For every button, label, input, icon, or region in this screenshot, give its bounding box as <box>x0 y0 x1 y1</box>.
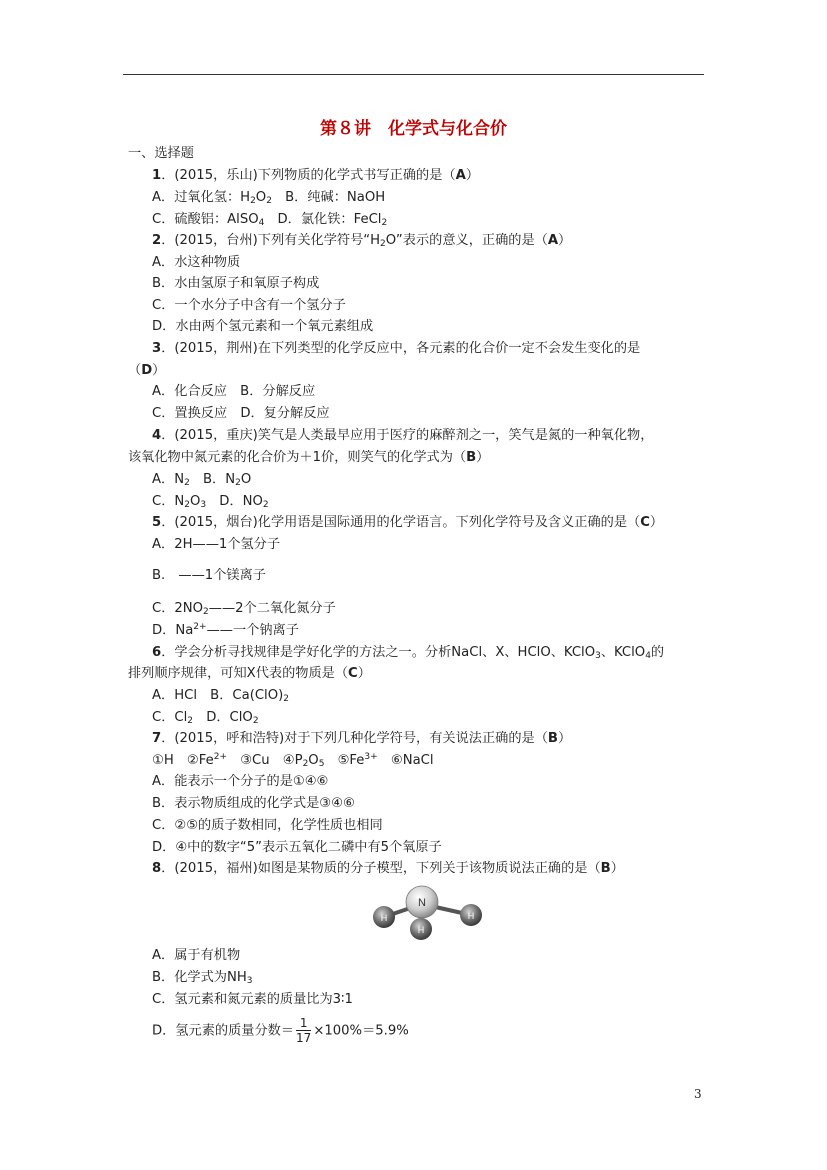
q1-options-cd: C．硫酸铝：AlSO$_4$ D．氯化铁：FeCl$_2$ <box>152 212 388 228</box>
header-rule <box>123 74 704 75</box>
answer-5: C <box>640 515 650 530</box>
q8-option-d: D．氢元素的质量分数＝ $\frac{1}{17}$ ×100%＝5.9% <box>152 1016 409 1045</box>
q5-option-d: D．$Na^{2+}——$一个钠离子 <box>152 622 299 638</box>
answer-8: B <box>600 861 611 876</box>
q2-option-b: B．水由氢原子和氧原子构成 <box>152 276 320 291</box>
answer-3: D <box>141 363 153 378</box>
q7-option-c: C．②⑤的质子数相同，化学性质也相同 <box>152 818 383 833</box>
section-heading: 一、选择题 <box>128 146 194 161</box>
question-4-cont: 该氧化物中氮元素的化合价为＋1价，则笑气的化学式为（B） <box>128 450 490 465</box>
q6-options-ab: A．HCl B．$Ca(ClO)_2$ <box>152 688 289 704</box>
question-6: 6．学会分析寻找规律是学好化学的方法之一。分析NaCl、X、HClO、KClO$_3$、KClO$_4$的 <box>152 645 665 661</box>
q5-option-c: C．$2NO_2——2$个二氧化氮分子 <box>152 601 336 617</box>
q2-option-a: A．水这种物质 <box>152 255 241 270</box>
q7-option-d: D．④中的数字“5”表示五氧化二磷中有5个氧原子 <box>152 840 442 855</box>
q2-option-c: C．一个水分子中含有一个氢分子 <box>152 298 346 313</box>
q5-option-a: A．2H——1个氢分子 <box>152 537 281 552</box>
q7-option-a: A．能表示一个分子的是①④⑥ <box>152 774 329 789</box>
q7-symbols: ①H $②Fe^{2+}$ ③Cu $④P_2O_5$ $⑤Fe^{3+}$ ⑥NaCl <box>152 752 434 769</box>
answer-4: B <box>466 450 477 465</box>
answer-7: B <box>547 731 558 746</box>
question-3: 3．(2015，荆州)在下列类型的化学反应中，各元素的化合价一定不会发生变化的是 <box>152 341 641 356</box>
q2-option-d: D．水由两个氢元素和一个氧元素组成 <box>152 319 374 334</box>
hydrogen-label: H <box>417 925 425 935</box>
hydrogen-label: H <box>467 911 475 921</box>
nitrogen-label: N <box>418 897 426 909</box>
q8-option-a: A．属于有机物 <box>152 948 241 963</box>
question-4: 4．(2015，重庆)笑气是人类最早应用于医疗的麻醉剂之一，笑气是氮的一种氧化物， <box>152 428 654 443</box>
q4-options-cd: C．$N_2O_3$ D．$NO_2$ <box>152 494 269 510</box>
question-1: 1．(2015，乐山)下列物质的化学式书写正确的是（A） <box>152 168 480 183</box>
hydrogen-label: H <box>380 913 388 923</box>
question-5: 5．(2015，烟台)化学用语是国际通用的化学语言。下列化学符号及含义正确的是（C） <box>152 515 664 530</box>
q7-option-b: B．表示物质组成的化学式是③④⑥ <box>152 796 355 811</box>
q3-options-ab: A．化合反应 B．分解反应 <box>152 384 316 399</box>
q6-options-cd: C．$Cl_2$ D．ClO$_2$ <box>152 710 259 726</box>
question-8: 8．(2015，福州)如图是某物质的分子模型，下列关于该物质说法正确的是（B） <box>152 861 624 876</box>
answer-6: C <box>348 666 358 681</box>
question-7: 7．(2015，呼和浩特)对于下列几种化学符号，有关说法正确的是（B） <box>152 731 572 746</box>
q8-option-b: B．化学式为$NH_3$ <box>152 970 253 986</box>
page-number: 3 <box>694 1087 702 1101</box>
molecule-model-figure <box>368 882 488 942</box>
q1-options-ab: A．过氧化氢：$H_2O_2$ B．纯碱：NaOH <box>152 190 386 206</box>
answer-2: A <box>547 233 559 248</box>
fraction: $\frac{1}{17}$ <box>296 1016 312 1045</box>
q8-option-c: C．氢元素和氮元素的质量比为3∶1 <box>152 992 353 1007</box>
page-title: 第８讲 化学式与化合价 <box>320 119 507 139</box>
q3-options-cd: C．置换反应 D．复分解反应 <box>152 406 330 421</box>
question-6-cont: 排列顺序规律，可知X代表的物质是（C） <box>128 666 371 681</box>
question-2: 2．(2015，台州)下列有关化学符号“$H_2O$”表示的意义，正确的是（A） <box>152 233 572 249</box>
q4-options-ab: A．$N_2$ B．$N_2O$ <box>152 472 252 488</box>
answer-1: A <box>455 168 466 183</box>
q3-answer-line: （D） <box>128 363 166 378</box>
q5-option-b: B. ——1个镁离子 <box>152 568 266 583</box>
